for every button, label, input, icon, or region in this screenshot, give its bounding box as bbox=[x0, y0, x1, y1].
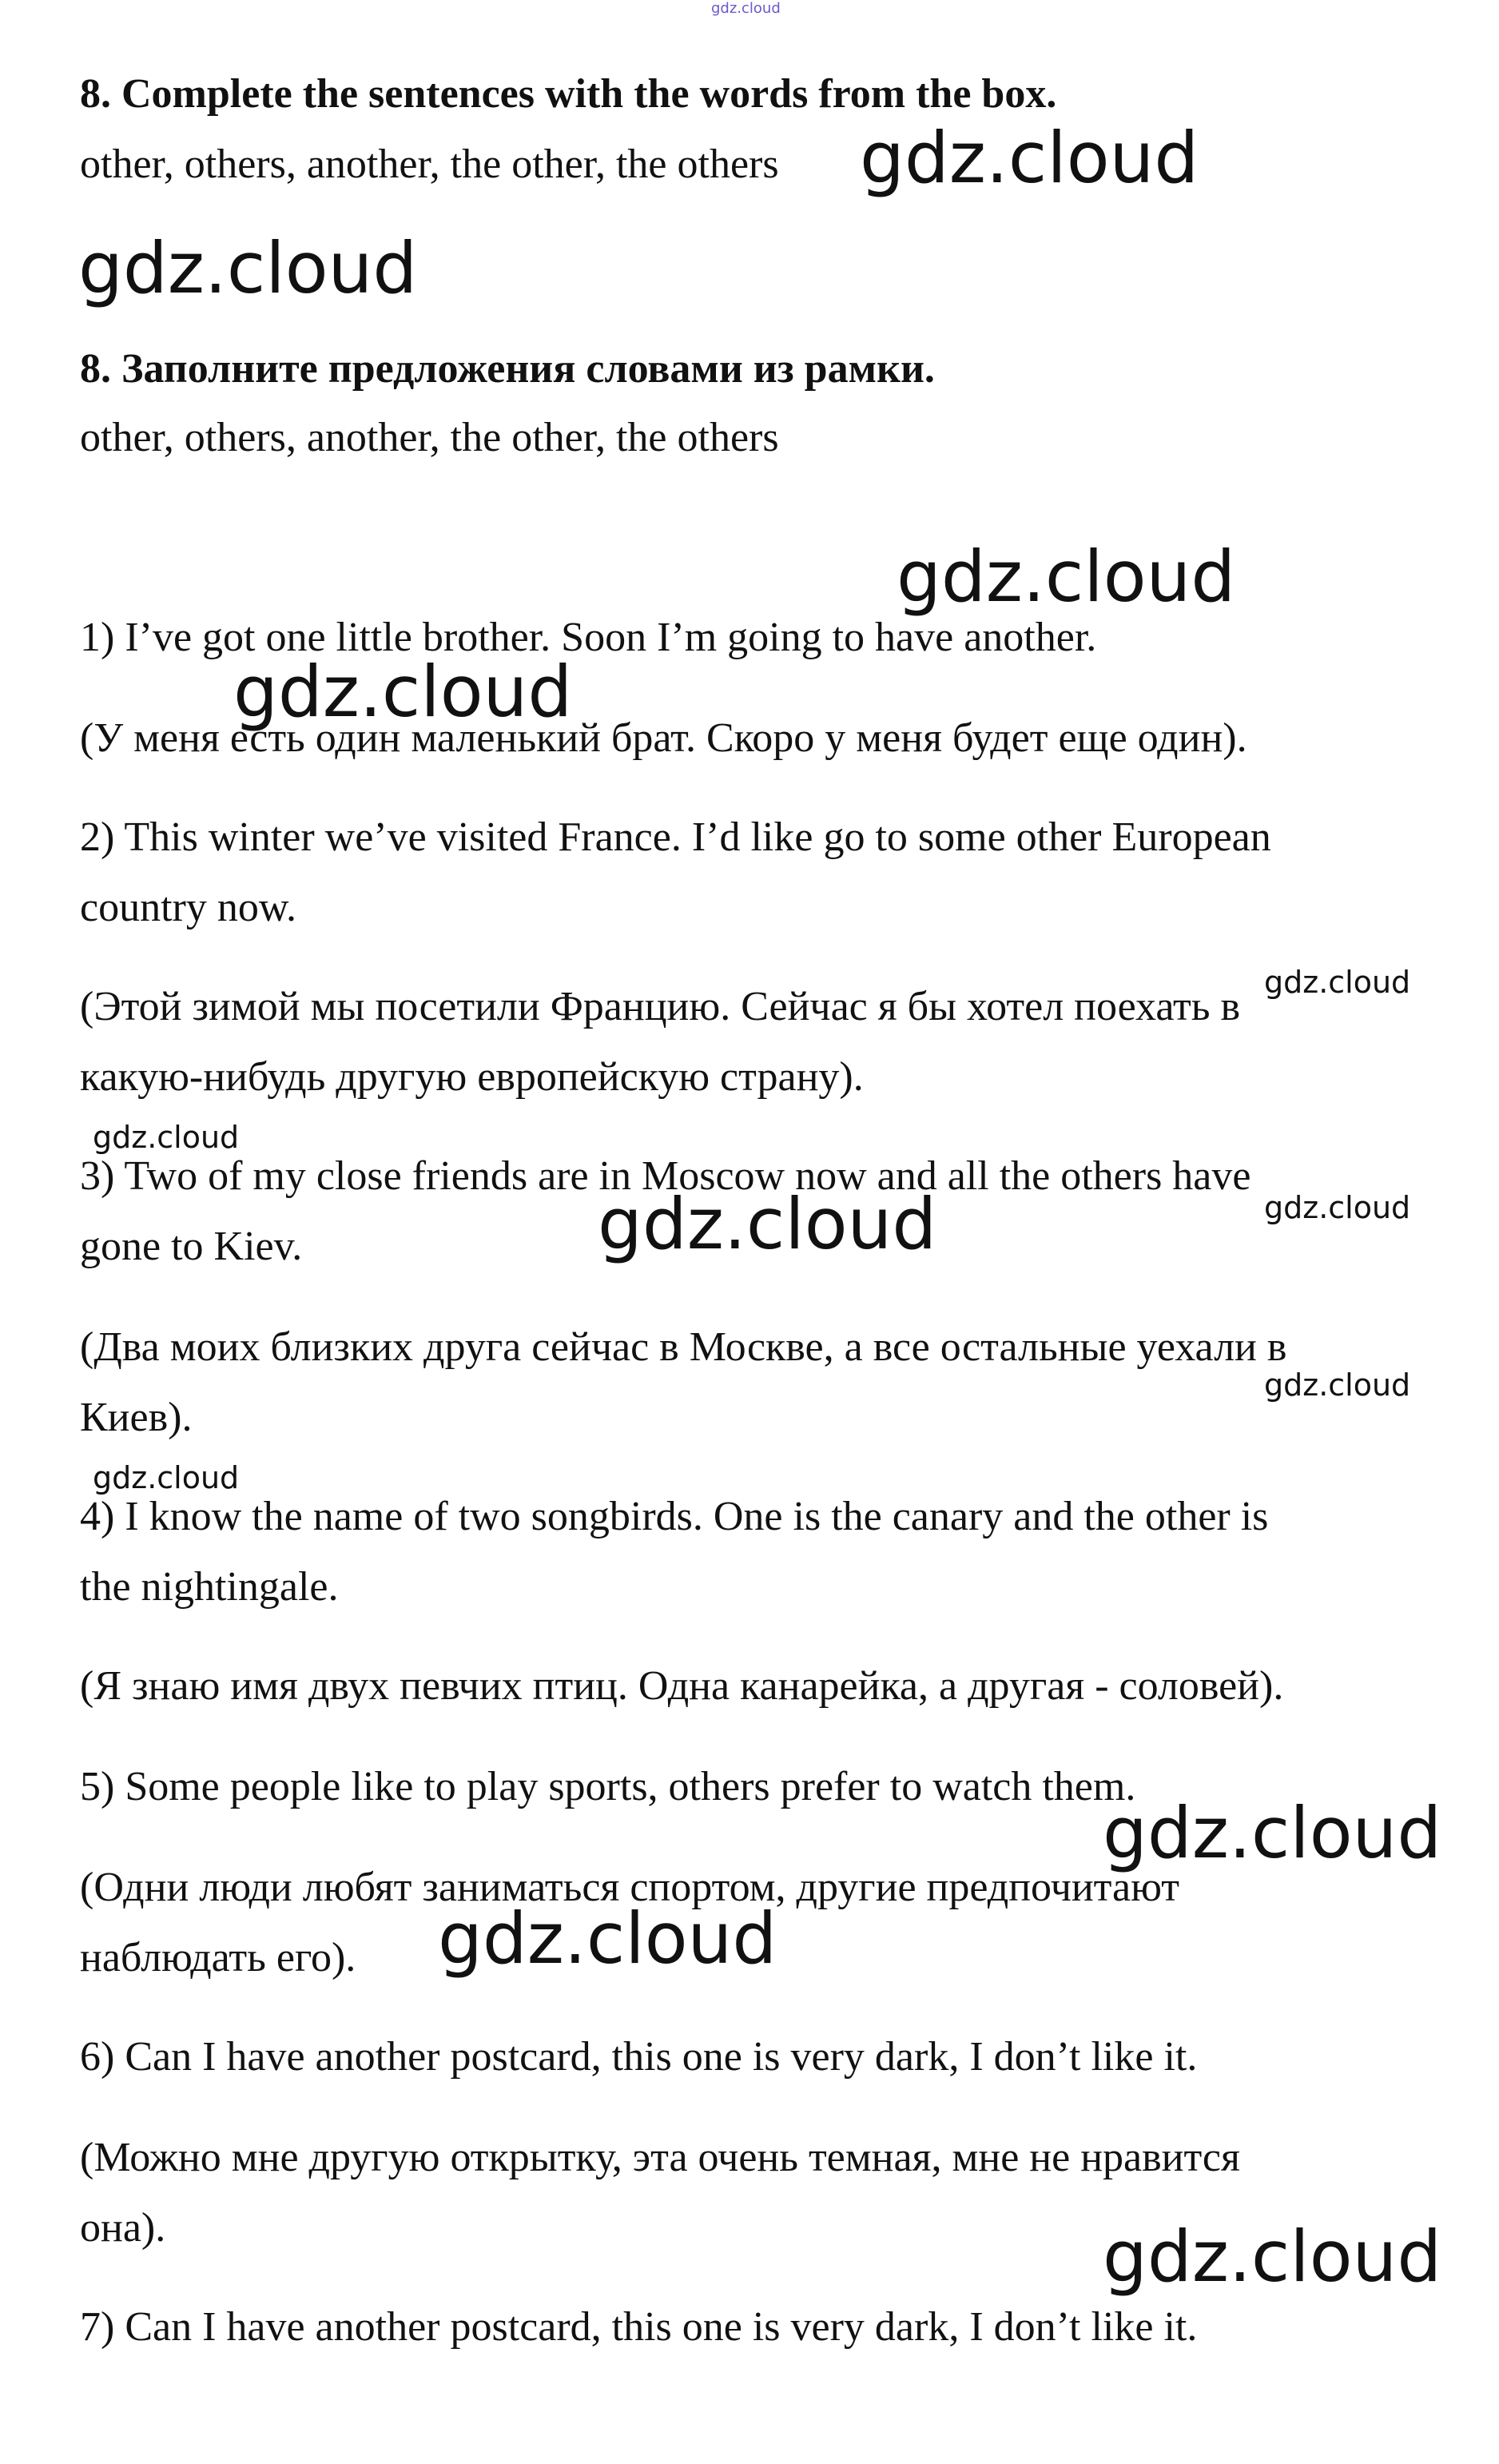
watermark: gdz.cloud bbox=[897, 535, 1236, 618]
sentence-1-en: 1) I’ve got one little brother. Soon I’m going to have another. bbox=[80, 615, 1097, 660]
sentence-4-en-line-1: 4) I know the name of two songbirds. One is the canary and the other is bbox=[80, 1494, 1269, 1539]
watermark: gdz.cloud bbox=[93, 1460, 240, 1495]
word-box-en: other, others, another, the other, the others bbox=[80, 141, 779, 187]
task-title-en: 8. Complete the sentences with the words from the box. bbox=[80, 71, 1057, 117]
sentence-6-ru-line-1: (Можно мне другую открытку, эта очень темная, мне не нравится bbox=[80, 2135, 1240, 2180]
sentence-2-ru-line-1: (Этой зимой мы посетили Францию. Сейчас я бы хотел поехать в bbox=[80, 984, 1241, 1029]
sentence-2-en-line-1: 2) This winter we’ve visited France. I’d like go to some other European bbox=[80, 814, 1271, 860]
watermark: gdz.cloud bbox=[1264, 965, 1411, 1000]
watermark: gdz.cloud bbox=[598, 1183, 937, 1265]
sentence-4-en-line-2: the nightingale. bbox=[80, 1564, 339, 1610]
sentence-3-ru-line-1: (Два моих близких друга сейчас в Москве, а все остальные уехали в bbox=[80, 1324, 1287, 1370]
watermark: gdz.cloud bbox=[860, 117, 1199, 199]
task-title-ru: 8. Заполните предложения словами из рамки. bbox=[80, 346, 935, 392]
watermark: gdz.cloud bbox=[93, 1120, 240, 1155]
sentence-3-en-line-1: 3) Two of my close friends are in Moscow now and all the others have bbox=[80, 1153, 1251, 1199]
sentence-4-ru: (Я знаю имя двух певчих птиц. Одна канарейка, а другая - соловей). bbox=[80, 1663, 1284, 1709]
sentence-3-ru-line-2: Киев). bbox=[80, 1395, 193, 1440]
sentence-3-en-line-2: gone to Kiev. bbox=[80, 1224, 303, 1269]
watermark: gdz.cloud bbox=[233, 651, 573, 733]
sentence-7-en: 7) Can I have another postcard, this one is very dark, I don’t like it. bbox=[80, 2304, 1198, 2350]
sentence-5-en: 5) Some people like to play sports, others prefer to watch them. bbox=[80, 1764, 1136, 1809]
sentence-6-en: 6) Can I have another postcard, this one is very dark, I don’t like it. bbox=[80, 2034, 1198, 2080]
watermark: gdz.cloud bbox=[78, 227, 418, 309]
sentence-5-ru-line-2: наблюдать его). bbox=[80, 1935, 356, 1980]
sentence-6-ru-line-2: она). bbox=[80, 2205, 166, 2251]
top-watermark: gdz.cloud bbox=[711, 0, 781, 17]
watermark: gdz.cloud bbox=[1103, 2215, 1442, 2298]
word-box-ru: other, others, another, the other, the others bbox=[80, 415, 779, 460]
watermark: gdz.cloud bbox=[1264, 1367, 1411, 1403]
sentence-2-ru-line-2: какую-нибудь другую европейскую страну). bbox=[80, 1054, 864, 1100]
watermark: gdz.cloud bbox=[438, 1897, 777, 1980]
sentence-5-ru-line-1: (Одни люди любят заниматься спортом, другие предпочитают bbox=[80, 1865, 1179, 1910]
watermark: gdz.cloud bbox=[1103, 1792, 1442, 1874]
sentence-1-ru: (У меня есть один маленький брат. Скоро у меня будет еще один). bbox=[80, 715, 1247, 761]
watermark: gdz.cloud bbox=[1264, 1190, 1411, 1225]
sentence-2-en-line-2: country now. bbox=[80, 885, 297, 930]
